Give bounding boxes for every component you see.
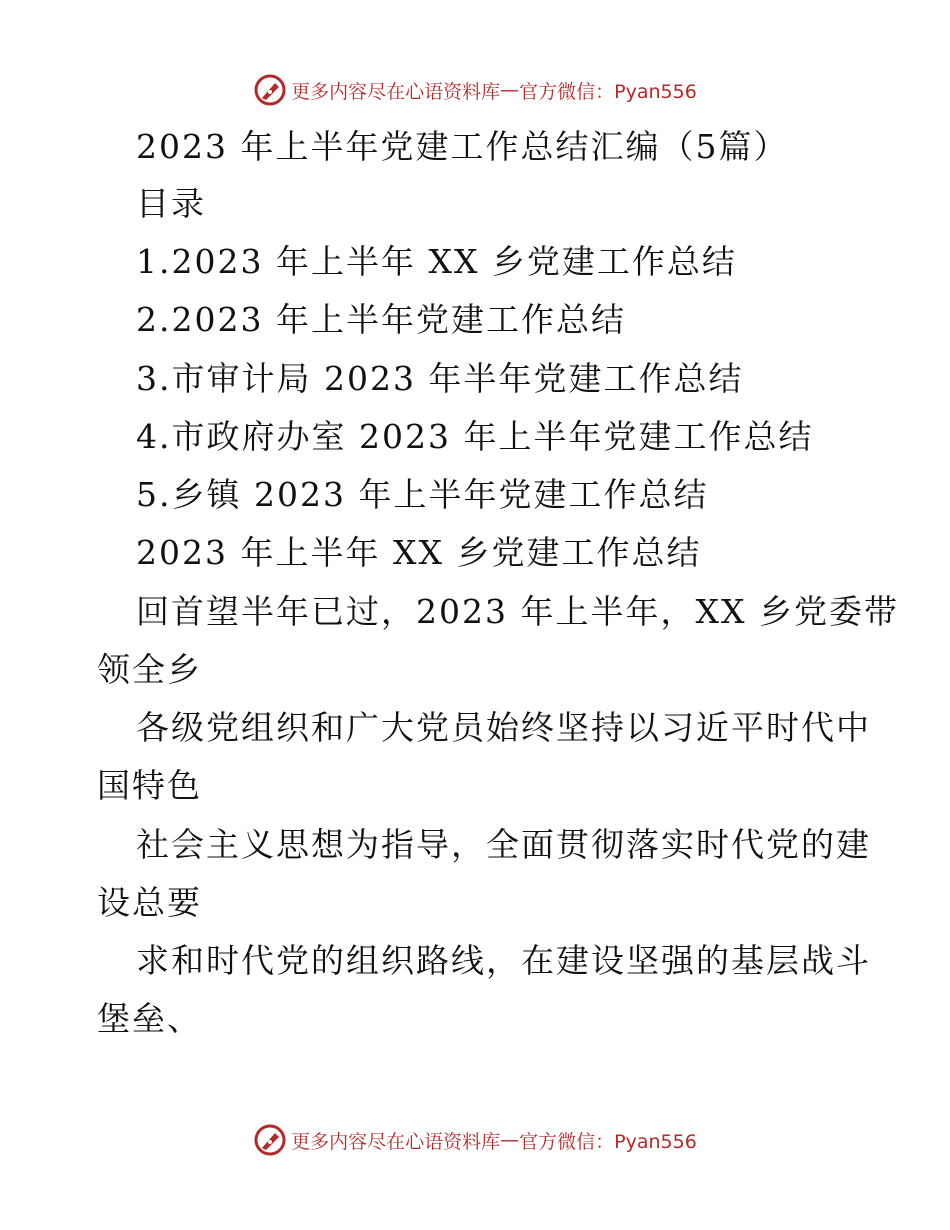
banner-main-text: 更多内容尽在心语资料库 — [291, 80, 501, 103]
header-banner — [0, 70, 950, 110]
toc-item: 3.市审计局 2023 年半年党建工作总结 — [136, 359, 744, 398]
body-line: 领全乡 — [97, 650, 202, 689]
banner-contact-text: 官方微信：Pyan556 — [519, 1130, 697, 1153]
body-line: 堡垒、 — [97, 999, 202, 1038]
footer-banner — [0, 1120, 950, 1160]
body-line: 国特色 — [97, 766, 202, 805]
body-line: 社会主义思想为指导，全面贯彻落实时代党的建 — [136, 825, 871, 864]
pen-nib-circle-icon — [253, 73, 287, 107]
banner-separator: — — [500, 1129, 520, 1151]
body-line: 设总要 — [97, 883, 202, 922]
body-line: 求和时代党的组织路线，在建设坚强的基层战斗 — [136, 941, 871, 980]
banner-contact-text: 官方微信：Pyan556 — [519, 80, 697, 103]
toc-item: 2.2023 年上半年党建工作总结 — [136, 300, 626, 339]
banner-separator: — — [500, 79, 520, 101]
body-line: 各级党组织和广大党员始终坚持以习近平时代中 — [136, 708, 871, 747]
toc-item: 5.乡镇 2023 年上半年党建工作总结 — [136, 475, 709, 514]
document-title: 2023 年上半年党建工作总结汇编（5篇） — [136, 127, 789, 166]
toc-item: 1.2023 年上半年 XX 乡党建工作总结 — [136, 242, 737, 281]
toc-item: 4.市政府办室 2023 年上半年党建工作总结 — [136, 417, 814, 456]
pen-nib-circle-icon — [253, 1123, 287, 1157]
banner-main-text: 更多内容尽在心语资料库 — [291, 1130, 501, 1153]
section-title: 2023 年上半年 XX 乡党建工作总结 — [136, 533, 702, 572]
toc-heading: 目录 — [136, 184, 206, 223]
body-line: 回首望半年已过，2023 年上半年，XX 乡党委带 — [136, 592, 899, 631]
